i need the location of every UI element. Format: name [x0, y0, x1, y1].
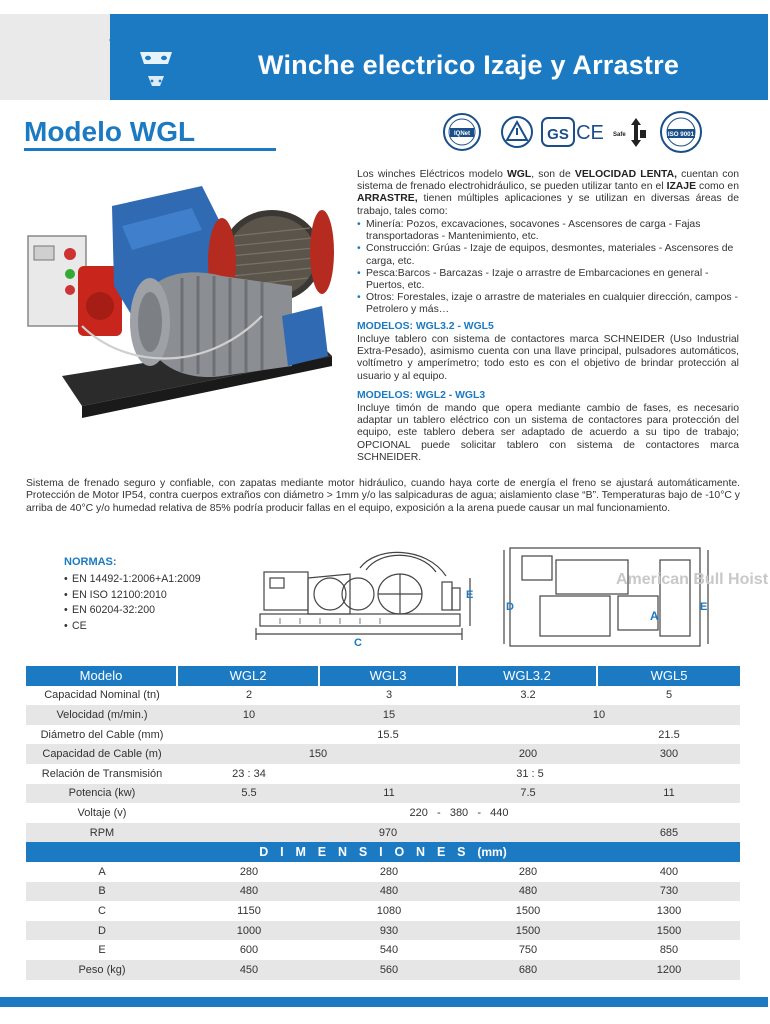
section-head-wgl32-wgl5: MODELOS: WGL3.2 - WGL5: [357, 321, 494, 332]
column-header: WGL3.2: [458, 666, 598, 686]
section-text-wgl2-wgl3: Incluye timón de mando que opera mediante cambio de fases, es necesario adaptar un tablero eléctrico con un sistema de contactores para protección del equipo, este tablero debera ser adaptado de acuerdo a su tipo de trabajo; OPCIONAL puede solicitar tablero con sistema de contactores marca SCHNEIDER.: [357, 403, 739, 463]
intro-bold-model: WGL: [507, 169, 532, 180]
table-cell: 970: [178, 823, 598, 843]
table-cell: 15.5: [377, 728, 399, 741]
gs-label: GS: [547, 126, 569, 143]
row-label: Velocidad (m/min.): [26, 705, 178, 725]
dimension-e-label: E: [466, 589, 474, 601]
intro-part: cuentan con sistema de frenado electrohidráulico, se pueden utilizar tanto en el: [357, 169, 740, 193]
iso-label: ISO 9001: [667, 131, 695, 138]
table-cell: 685: [598, 823, 740, 843]
list-item: • EN 14492-1:2006+A1:2009: [64, 572, 201, 588]
dimension-e-label-right: E: [700, 601, 708, 613]
row-label: Relación de Transmisión: [41, 767, 163, 780]
table-row: [26, 705, 740, 725]
table-row: [26, 940, 740, 960]
row-label: B: [26, 882, 178, 902]
table-cell: 10: [458, 705, 740, 725]
table-row: [26, 862, 740, 882]
list-item: • CE: [64, 619, 201, 635]
intro-bold-izaje: IZAJE: [666, 181, 697, 193]
row-label: Capacidad Nominal (tn): [44, 689, 160, 702]
table-cell: 540: [379, 944, 399, 957]
safe-lift-icon: [610, 112, 650, 152]
table-cell: 280: [518, 865, 538, 878]
dimension-c-label: C: [354, 637, 362, 649]
top-view-drawing: [500, 540, 769, 658]
brake-description-paragraph: Sistema de frenado seguro y confiable, con zapatas mediante motor hidráulico, cuando haya corte de energía el freno se ajustará automáticamente. Protección de Motor IP54, contra cuerpos extraños con diámetro > 1mm y/o las salpicaduras de agua; aislamiento clase “B”. Temperaturas bajo de -10°C y arriba de 40°C y/o humedad relativa de 85% podría producir fallas en el equipo, exposición a la arena puede causar un mal funcionamiento.: [26, 478, 740, 514]
dimensions-header: [26, 842, 740, 862]
table-cell: 15: [320, 705, 458, 725]
list-item: • Otros: Forestales, izaje o arrastre de materiales en cualquier dirección, campos - Petrolero y más…: [357, 292, 739, 316]
table-cell: 730: [598, 882, 740, 902]
table-cell: 5: [665, 689, 673, 702]
iqnet-certified-seal-icon: [440, 112, 484, 152]
list-item: • Pesca:Barcos - Barcazas - Izaje o arrastre de Embarcaciones en general - Puertos, etc.: [357, 268, 739, 292]
table-cell: 7.5: [458, 784, 598, 804]
row-label: Peso (kg): [26, 960, 178, 980]
column-header: WGL5: [598, 666, 740, 686]
table-cell: 1500: [515, 904, 541, 917]
warning-triangle-seal-icon: [500, 114, 534, 150]
row-label: A: [98, 865, 106, 878]
list-item: • EN ISO 12100:2010: [64, 588, 201, 604]
header-banner: [0, 14, 768, 100]
table-cell: 3.2: [520, 689, 536, 702]
table-cell: 750: [518, 944, 538, 957]
safe-label: Safe: [613, 132, 626, 138]
table-cell: 200: [458, 744, 598, 764]
header-gray-block: [0, 14, 110, 100]
table-cell: 11: [320, 784, 458, 804]
table-cell: 2: [245, 689, 253, 702]
bull-logo-icon: [108, 26, 204, 96]
table-cell: 5.5: [178, 784, 320, 804]
dimension-d-label: D: [506, 601, 514, 613]
table-row: [26, 921, 740, 941]
spec-table: [26, 666, 740, 980]
table-cell: 21.5: [658, 728, 680, 741]
table-cell: 480: [178, 882, 320, 902]
column-header: WGL3: [320, 666, 458, 686]
table-cell: 10: [178, 705, 320, 725]
table-row: [26, 686, 740, 706]
iso-9001-seal-icon: [654, 110, 708, 154]
table-cell: 850: [659, 944, 679, 957]
list-item: • EN 60204-32:200: [64, 603, 201, 619]
row-label: Diámetro del Cable (mm): [40, 728, 164, 741]
row-label: Capacidad de Cable (m): [26, 744, 178, 764]
section-text-wgl32-wgl5: Incluye tablero con sistema de contactores marca SCHNEIDER (Uso Industrial Extra-Pesado), asimismo cuenta con una llave principal, pulsadores automáticos, voltímetro y amperímetro; todo esto es con el objetivo de brindar protección al usuario y al equipo.: [357, 334, 739, 382]
table-cell: 280: [379, 865, 399, 878]
table-cell: 1000: [178, 921, 320, 941]
table-cell: 480: [458, 882, 598, 902]
table-cell: 480: [320, 882, 458, 902]
table-cell: 1200: [598, 960, 740, 980]
table-cell: 1080: [376, 904, 402, 917]
applications-list: [357, 219, 739, 317]
row-label: RPM: [26, 823, 178, 843]
header-title: Winche electrico Izaje y Arrastre: [258, 50, 680, 80]
table-row: [26, 803, 740, 823]
table-cell: 31 : 5: [516, 767, 544, 780]
watermark-text: American Bull Hoist: [616, 571, 769, 588]
table-cell: 150: [178, 744, 458, 764]
table-cell: 1500: [458, 921, 598, 941]
table-cell: 600: [239, 944, 259, 957]
table-cell: 1150: [237, 904, 261, 917]
section-head-wgl2-wgl3: MODELOS: WGL2 - WGL3: [357, 390, 486, 401]
table-cell: 930: [320, 921, 458, 941]
gs-mark-icon: [538, 112, 578, 152]
dimensions-unit: (mm): [477, 845, 507, 860]
footer-bar: [0, 997, 768, 1007]
table-cell: 680: [458, 960, 598, 980]
iqnet-label: IQNet: [453, 131, 471, 137]
winch-product-photo: [22, 166, 340, 432]
table-cell: 400: [659, 865, 679, 878]
table-cell: 450: [178, 960, 320, 980]
dimensions-title: D I M E N S I O N E S: [259, 845, 470, 860]
row-label: Potencia (kw): [26, 784, 178, 804]
intro-part: tienen múltiples aplicaciones y se utilizan en diversas áreas de trabajo, tales como:: [357, 193, 739, 217]
ce-label: CE: [576, 122, 604, 144]
list-item: • Minería: Pozos, excavaciones, socavones - Ascensores de carga - Fajas transportadoras - Mantenimiento, etc.: [357, 219, 739, 243]
side-view-drawing: [250, 548, 480, 650]
intro-part: como en: [696, 181, 739, 193]
row-label: Voltaje (v): [77, 806, 127, 819]
table-cell: 3: [385, 689, 393, 702]
ce-mark-icon: [574, 116, 606, 146]
table-cell: 300: [598, 744, 740, 764]
table-row: [26, 960, 740, 980]
list-item: • Construcción: Grúas - Izaje de equipos, desmontes, materiales - Ascensores de carga, etc.: [357, 243, 739, 267]
table-cell: 560: [320, 960, 458, 980]
table-cell: 220 - 380 - 440: [409, 806, 509, 819]
row-label: C: [98, 904, 106, 917]
table-row: [26, 882, 740, 902]
normas-list: [64, 572, 201, 634]
table-header-row: [26, 666, 740, 686]
column-header: Modelo: [26, 666, 178, 686]
certification-logos: [440, 108, 770, 156]
table-row: [26, 823, 740, 843]
table-cell: 1300: [656, 904, 682, 917]
table-cell: 280: [239, 865, 259, 878]
table-cell: 1500: [598, 921, 740, 941]
row-label: D: [26, 921, 178, 941]
intro-part: Los winches Eléctricos modelo: [357, 169, 507, 180]
table-row: [26, 901, 740, 921]
intro-bold-speed: VELOCIDAD LENTA,: [574, 169, 677, 180]
dimension-a-label: A: [650, 609, 659, 623]
table-row: [26, 764, 740, 784]
table-row: [26, 744, 740, 764]
intro-bold-arrastre: ARRASTRE,: [357, 193, 418, 205]
intro-part: , son de: [531, 169, 575, 180]
intro-text: [357, 169, 739, 218]
row-label: E: [98, 944, 106, 957]
table-cell: 23 : 34: [232, 767, 266, 780]
table-cell: 11: [598, 784, 740, 804]
normas-title: NORMAS:: [64, 556, 117, 568]
title-underline: [24, 148, 276, 151]
table-row: [26, 784, 740, 804]
dimensions-header-row: [26, 842, 740, 862]
column-header: WGL2: [178, 666, 320, 686]
model-title: Modelo WGL: [24, 116, 196, 147]
table-row: [26, 725, 740, 745]
